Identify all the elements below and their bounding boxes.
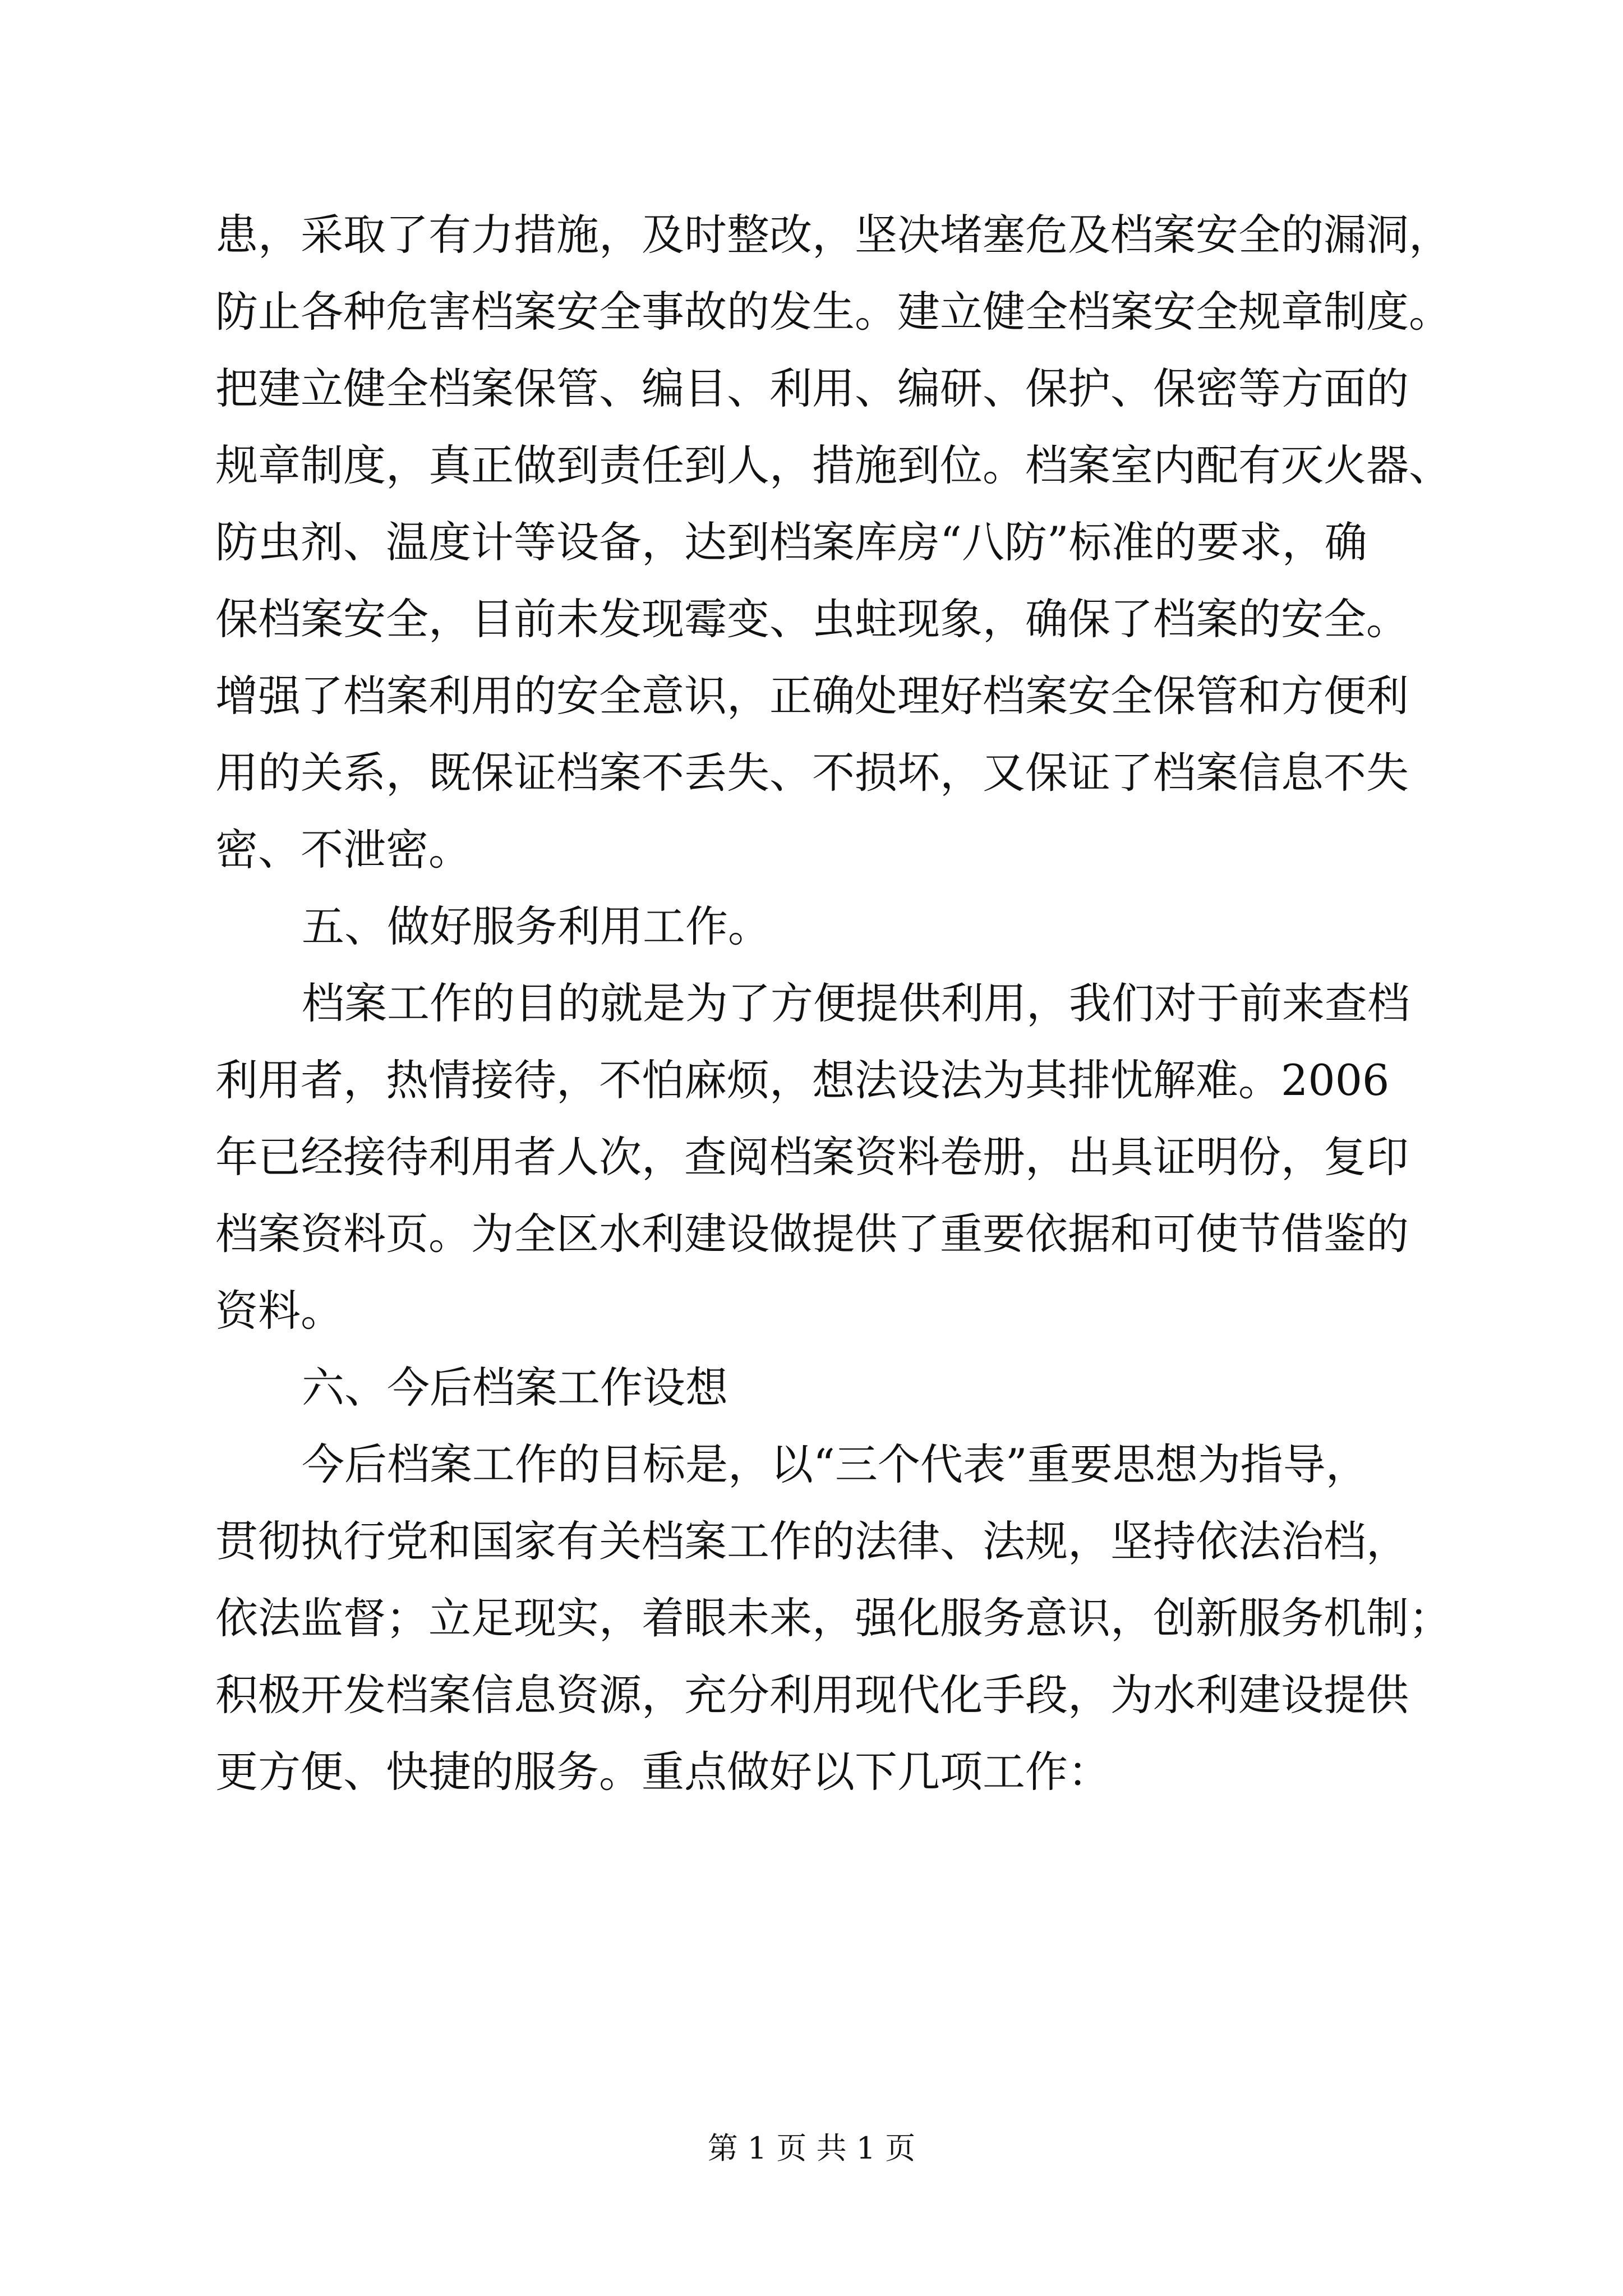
text-line: 利用者，热情接待，不怕麻烦，想法设法为其排忧解难。2006 [215, 1055, 1390, 1105]
text-line: 用的关系，既保证档案不丢失、不损坏，又保证了档案信息不失 [215, 748, 1409, 798]
text-line: 防虫剂、温度计等设备，达到档案库房“八防”标准的要求，确 [215, 517, 1367, 567]
text-line: 档案资料页。为全区水利建设做提供了重要依据和可使节借鉴的 [215, 1209, 1409, 1259]
text-line: 贯彻执行党和国家有关档案工作的法律、法规，坚持依法治档， [215, 1516, 1409, 1566]
text-line: 密、不泄密。 [215, 825, 471, 875]
text-line: 患，采取了有力措施，及时整改，坚决堵塞危及档案安全的漏洞， [215, 210, 1451, 260]
page-number: 第 1 页 共 1 页 [707, 2131, 916, 2166]
text-line: 积极开发档案信息资源，充分利用现代化手段，为水利建设提供 [215, 1670, 1409, 1720]
section-heading: 六、今后档案工作设想 [302, 1363, 728, 1412]
text-line: 更方便、快捷的服务。重点做好以下几项工作： [215, 1747, 1110, 1797]
section-heading: 五、做好服务利用工作。 [302, 901, 771, 951]
text-line: 档案工作的目的就是为了方便提供利用，我们对于前来查档 [302, 978, 1410, 1028]
text-line: 把建立健全档案保管、编目、利用、编研、保护、保密等方面的 [215, 364, 1409, 413]
text-line: 年已经接待利用者人次，查阅档案资料卷册，出具证明份，复印 [215, 1132, 1409, 1182]
text-line: 今后档案工作的目标是，以“三个代表”重要思想为指导， [302, 1439, 1368, 1489]
page-footer [0, 2129, 1623, 2168]
text-line: 规章制度，真正做到责任到人，措施到位。档案室内配有灭火器、 [215, 440, 1451, 490]
text-line: 依法监督；立足现实，着眼未来，强化服务意识，创新服务机制； [215, 1593, 1451, 1643]
text-line: 资料。 [215, 1286, 343, 1336]
text-line: 增强了档案利用的安全意识，正确处理好档案安全保管和方便利 [215, 671, 1409, 721]
body-text [215, 196, 1451, 1810]
text-line: 防止各种危害档案安全事故的发生。建立健全档案安全规章制度。 [215, 287, 1451, 337]
text-line: 保档案安全，目前未发现霉变、虫蛀现象，确保了档案的安全。 [215, 594, 1409, 644]
